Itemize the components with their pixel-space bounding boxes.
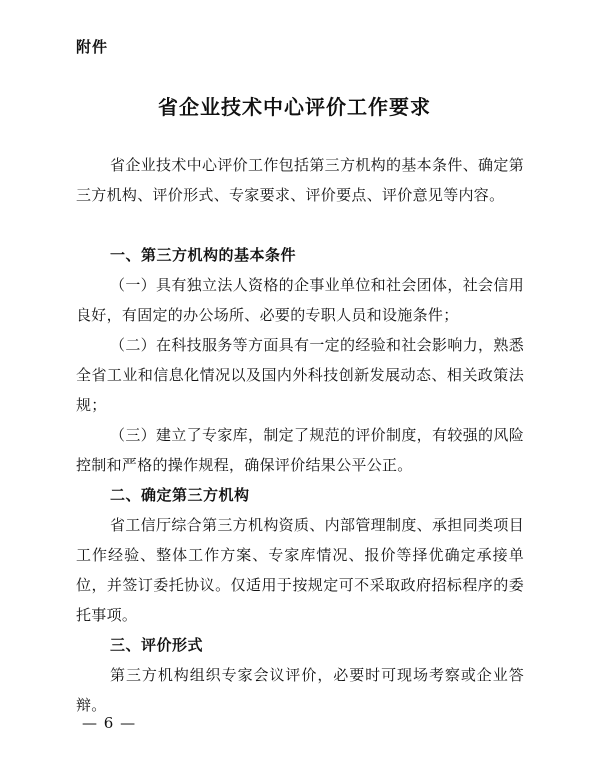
intro-paragraph: 省企业技术中心评价工作包括第三方机构的基本条件、确定第三方机构、评价形式、专家要求、评价要点、评价意见等内容。 [76, 156, 524, 204]
section-heading-2: 二、确定第三方机构 [110, 486, 250, 504]
section-1-paragraph-1: （一）具有独立法人资格的企事业单位和社会团体，社会信用良好，有固定的办公场所、必要的专职人员和设施条件； [76, 276, 524, 324]
page-number: — 6 — [82, 714, 137, 732]
section-1-paragraph-3: （三）建立了专家库，制定了规范的评价制度，有较强的风险控制和严格的操作规程，确保评价结果公平公正。 [76, 426, 524, 474]
section-3-paragraph-1: 第三方机构组织专家会议评价，必要时可现场考察或企业答辩。 [76, 666, 524, 714]
section-heading-3: 三、评价形式 [110, 636, 204, 654]
section-heading-1: 一、第三方机构的基本条件 [110, 246, 297, 264]
document-title: 省企业技术中心评价工作要求 [158, 95, 431, 119]
section-2-paragraph-1: 省工信厅综合第三方机构资质、内部管理制度、承担同类项目工作经验、整体工作方案、专家库情况、报价等择优确定承接单位，并签订委托协议。仅适用于按规定可不采取政府招标程序的委托事项。 [76, 516, 524, 624]
annex-label: 附件 [76, 38, 109, 56]
section-1-paragraph-2: （二）在科技服务等方面具有一定的经验和社会影响力，熟悉全省工业和信息化情况以及国内外科技创新发展动态、相关政策法规； [76, 336, 524, 414]
